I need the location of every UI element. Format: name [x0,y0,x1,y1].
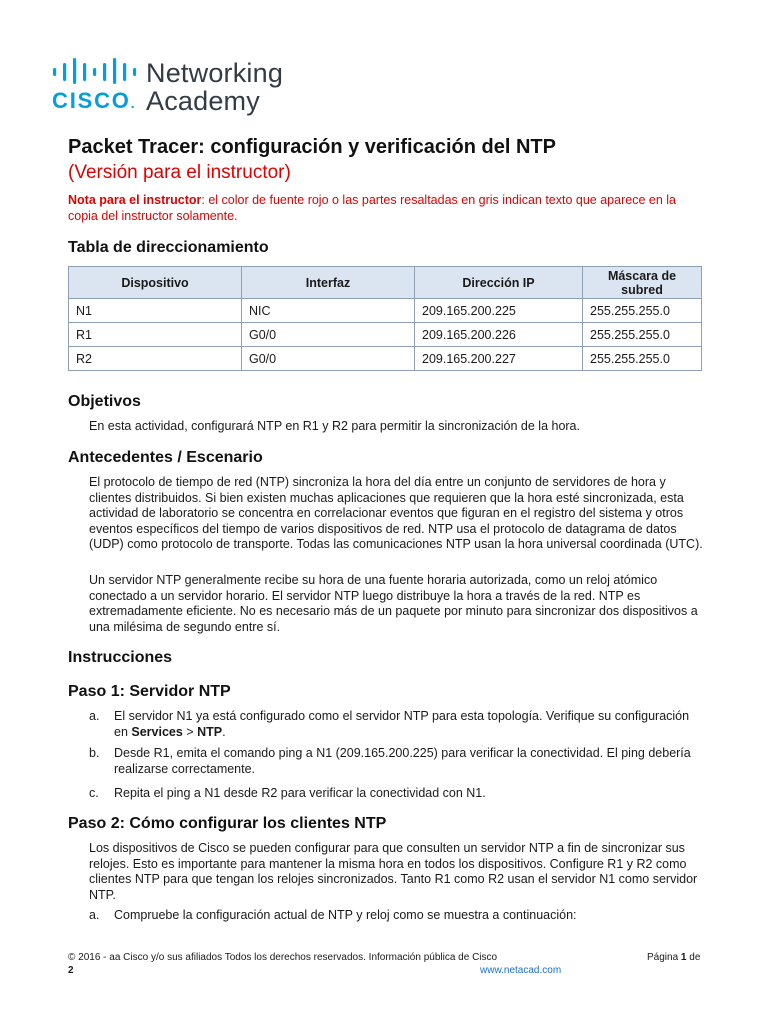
instructor-version-subtitle: (Versión para el instructor) [68,162,291,183]
logo-networking: Networking [146,58,284,88]
cisco-wordmark: CISCO. [52,88,137,113]
table-row [69,347,702,371]
step1-heading: Paso 1: Servidor NTP [68,683,231,700]
objectives-text: En esta actividad, configurará NTP en R1 y R2 para permitir la sincronización de la hora. [89,419,580,433]
background-heading: Antecedentes / Escenario [68,449,263,466]
instructor-note-label: Nota para el instructor [68,193,202,207]
cell-ip: 209.165.200.225 [415,299,583,323]
cell-interface: G0/0 [242,347,415,371]
col-ip-address: Dirección IP [415,267,583,299]
objectives-heading: Objetivos [68,393,141,410]
footer-page-number: Página 1 de [647,952,701,963]
networking-academy-logo [52,58,312,118]
item-text: Repita el ping a N1 desde R2 para verificar la conectividad con N1. [114,786,486,800]
cell-device: R2 [69,347,242,371]
item-text: El servidor N1 ya está configurado como el servidor NTP para esta topología. Verifique su configuración en Services > NTP. [114,709,690,739]
step2-heading: Paso 2: Cómo configurar los clientes NTP [68,815,387,832]
table-row [69,323,702,347]
cisco-bars-icon [52,58,142,84]
item-label: c. [89,786,99,800]
item-text: Compruebe la configuración actual de NTP y reloj como se muestra a continuación: [114,908,577,922]
cell-device: N1 [69,299,242,323]
instructor-note [68,192,708,224]
footer-copyright: © 2016 - aa Cisco y/o sus afiliados Todos los derechos reservados. Información pública de Cisco [68,952,498,963]
cell-mask: 255.255.255.0 [583,347,702,371]
table-header-row [69,267,702,299]
page-title: Packet Tracer: configuración y verificación del NTP [68,136,556,158]
netacad-link[interactable]: www.netacad.com [480,965,562,976]
col-interface: Interfaz [242,267,415,299]
cell-ip: 209.165.200.227 [415,347,583,371]
background-paragraph-2: Un servidor NTP generalmente recibe su hora de una fuente horaria autorizada, como un reloj atómico conectado a un servidor horario. El servidor NTP luego distribuye la hora a través de la red. NTP es extremadamente eficiente. No es necesario más de un paquete por minuto para sincronizar dos dispositivos a una milésima de segundo entre sí. [89,573,698,634]
item-text: Desde R1, emita el comando ping a N1 (209.165.200.225) para verificar la conectividad. El ping debería realizarse correctamente. [114,746,691,776]
item-label: a. [89,709,100,723]
cell-mask: 255.255.255.0 [583,299,702,323]
addressing-table [68,266,702,371]
ntp-menu-ref: NTP [197,724,223,739]
addressing-table-heading: Tabla de direccionamiento [68,239,269,256]
cell-mask: 255.255.255.0 [583,323,702,347]
item-label: a. [89,908,100,922]
col-device: Dispositivo [69,267,242,299]
cell-interface: NIC [242,299,415,323]
cell-device: R1 [69,323,242,347]
instructor-note-text: : el color de fuente rojo o las partes resaltadas en gris indican texto que aparece en la copia del instructor solamente. [68,193,676,223]
table-row [69,299,702,323]
instructions-heading: Instrucciones [68,649,173,666]
step2-intro: Los dispositivos de Cisco se pueden configurar para que consulten un servidor NTP a fin de sincronizar sus relojes. Esto es importante para mantener la misma hora en todos los dispositivos. Configure R1 y R2 como clientes NTP para que tengan los relojes sincronizados. Tanto R1 como R2 usan el servidor N1 como servidor NTP. [89,841,698,902]
cell-ip: 209.165.200.226 [415,323,583,347]
col-subnet-mask: Máscara de subred [583,267,702,299]
services-menu-ref: Services [131,724,183,739]
background-paragraph-1: El protocolo de tiempo de red (NTP) sincroniza la hora del día entre un conjunto de servidores de hora y clientes distribuidos. Si bien existen muchas aplicaciones que requieren que la hora esté sincronizada, esta actividad de laboratorio se concentra en correlacionar eventos que figuran en el registro del sistema y otros eventos específicos del tiempo de varios dispositivos de red. NTP usa el protocolo de datagrama de datos (UDP) como protocolo de transporte. Todas las comunicaciones NTP usan la hora universal coordinada (UTC). [89,475,703,551]
item-label: b. [89,746,100,760]
logo-academy: Academy [146,86,260,116]
footer-page-total: 2 [68,965,74,976]
cell-interface: G0/0 [242,323,415,347]
